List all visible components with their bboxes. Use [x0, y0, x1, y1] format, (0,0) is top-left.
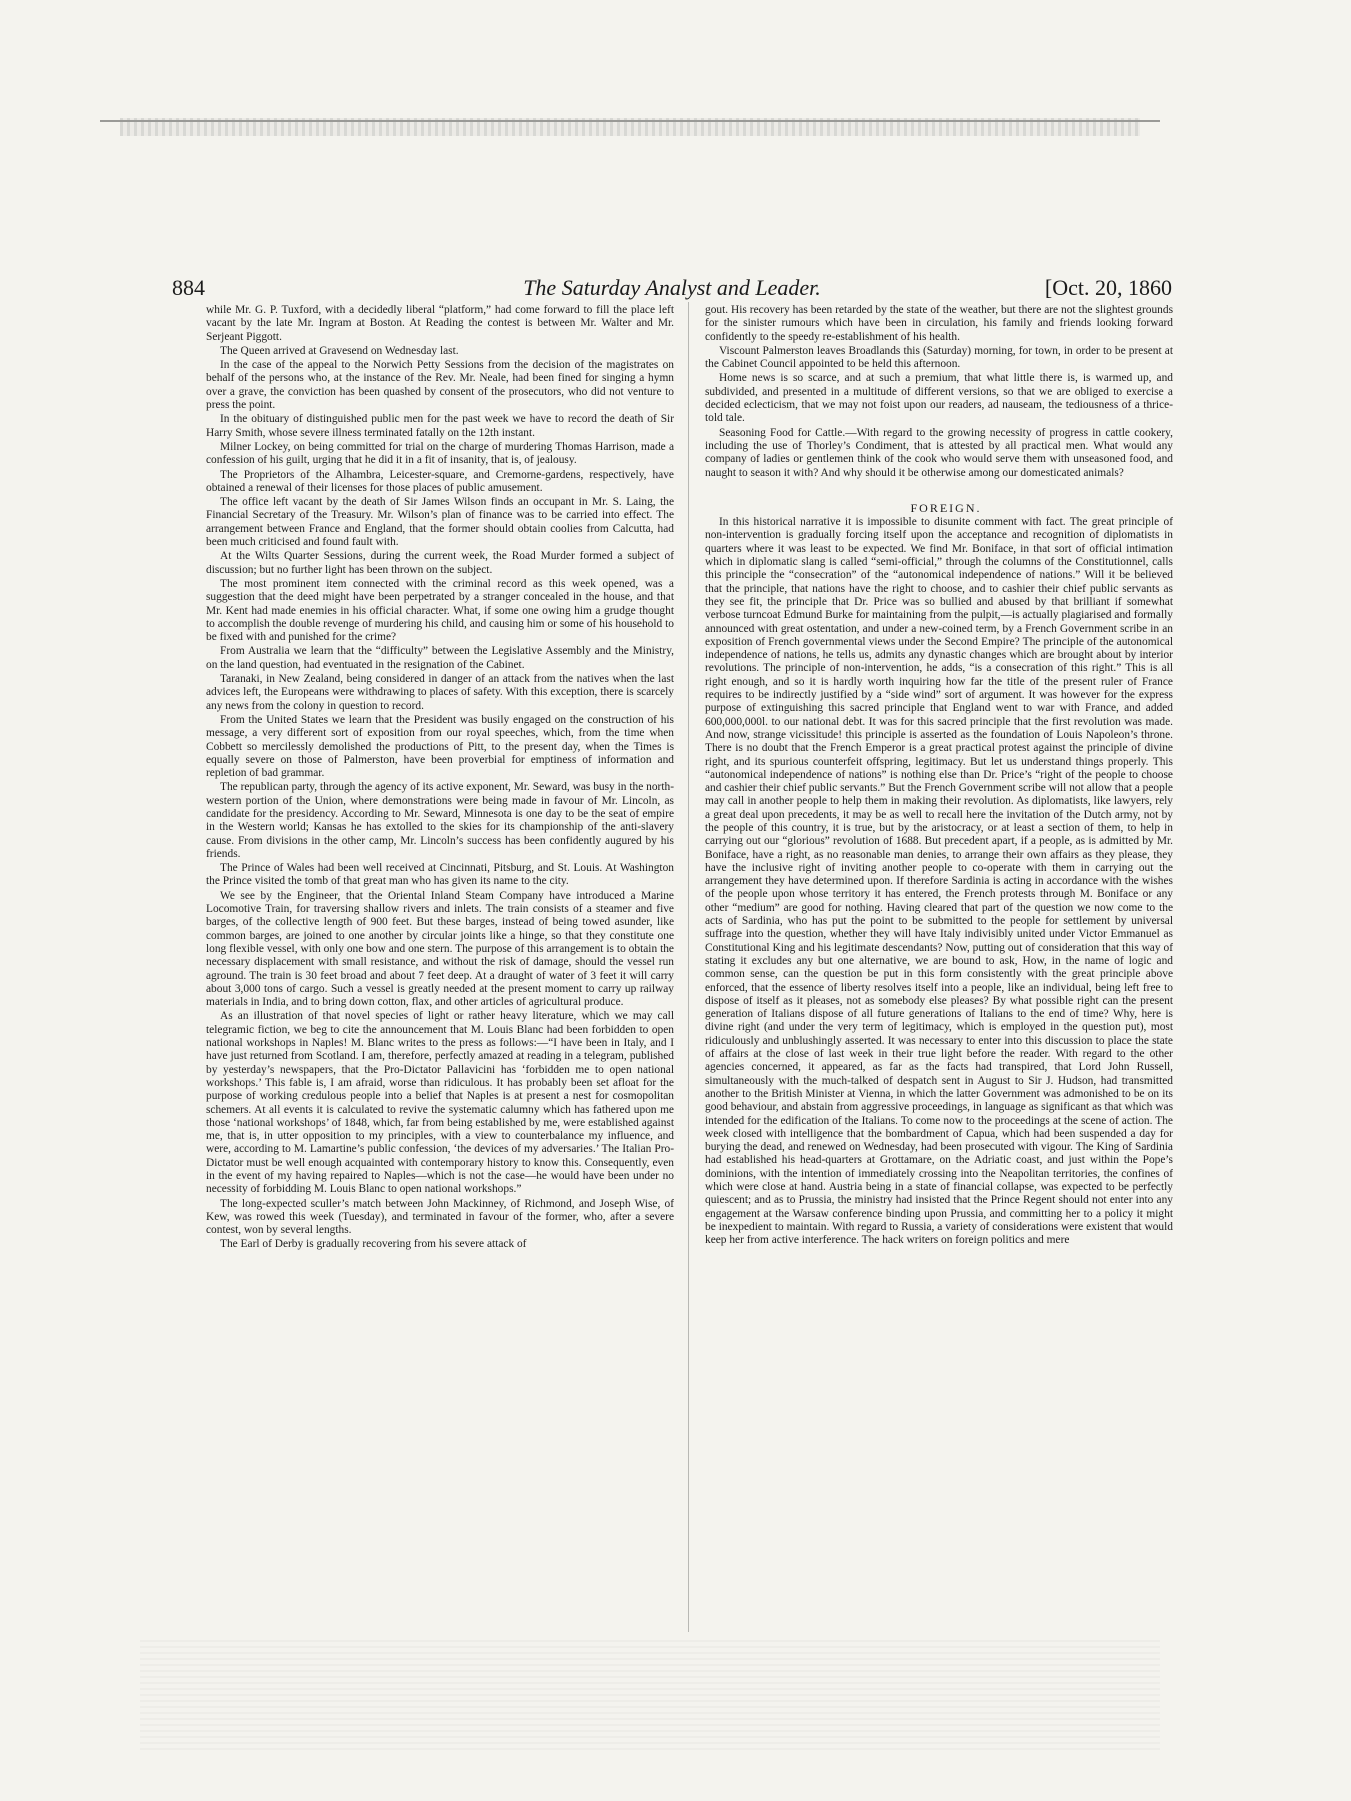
- article-paragraph: The long-expected sculler’s match between John Mackinney, of Richmond, and Joseph Wise, of Kew, was rowed this week (Tuesday), and terminated in favour of the former, who, after a severe contest, won by several lengths.: [206, 1197, 674, 1237]
- article-paragraph: Viscount Palmerston leaves Broadlands this (Saturday) morning, for town, in order to be present at the Cabinet Council appointed to be held this afternoon.: [705, 344, 1173, 371]
- article-paragraph: The Proprietors of the Alhambra, Leicester-square, and Cremorne-gardens, respectively, have obtained a renewal of their licenses for those places of public amusement.: [206, 468, 674, 494]
- article-paragraph: The most prominent item connected with the criminal record as this week opened, was a suggestion that the deed might have been perpetrated by a stranger concealed in the house, and that Mr. Kent had made enemies in his official character. What, if some one owing him a grudge thought to accomplish the double revenge of murdering his child, and causing him or some of his household to be fixed with and punished for the crime?: [206, 577, 674, 644]
- article-paragraph: From Australia we learn that the “difficulty” between the Legislative Assembly and the Ministry, on the land question, had eventuated in the resignation of the Cabinet.: [206, 645, 674, 671]
- article-paragraph: In the case of the appeal to the Norwich Petty Sessions from the decision of the magistrates on behalf of the persons who, at the instance of the Rev. Mr. Neale, had been fined for singing a hymn over a grave, the conviction has been quashed by consent of the prosecutors, who did not venture to press the point.: [206, 359, 674, 412]
- article-paragraph: At the Wilts Quarter Sessions, during the current week, the Road Murder formed a subject of discussion; but no further light has been thrown on the subject.: [206, 550, 674, 576]
- article-paragraph: The republican party, through the agency of its active exponent, Mr. Seward, was busy in the north-western portion of the Union, where demonstrations were being made in favour of Mr. Lincoln, as candidate for the presidency. According to Mr. Seward, Minnesota is one day to be the seat of empire in the Western world; Kansas he has extolled to the skies for its championship of the anti-slavery cause. From divisions in the other camp, Mr. Lincoln’s success has been confidently augured by his friends.: [206, 781, 674, 860]
- right-column: [705, 304, 1173, 1634]
- journal-title: The Saturday Analyst and Leader.: [523, 275, 821, 300]
- article-paragraph: Home news is so scarce, and at such a premium, that what little there is, is warmed up, and subdivided, and presented in a multitude of different versions, so that we are obliged to exercise a decided eclecticism, that we may not foist upon our readers, ad nauseam, the tediousness of a thrice-told tale.: [705, 372, 1173, 425]
- article-paragraph: From the United States we learn that the President was busily engaged on the construction of his message, a very different sort of exposition from our royal speeches, which, from the time when Cobbett so mercilessly demolished the productions of Pitt, to the present day, when the Times is equally severe on those of Palmerston, have been proverbial for emptiness of information and repletion of bad grammar.: [206, 713, 674, 780]
- column-divider: [688, 302, 689, 1632]
- article-paragraph: As an illustration of that novel species of light or rather heavy literature, which we may call telegramic fiction, we beg to cite the announcement that M. Louis Blanc had been forbidden to open national workshops in Naples! M. Blanc writes to the press as follows:—“I have been in Italy, and I have just returned from Scotland. I am, therefore, perfectly amazed at reading in a telegram, published by yesterday’s newspapers, that the Pro-Dictator Pallavicini has ‘forbidden me to open national workshops.’ This fable is, I am afraid, worse than ridiculous. It has probably been set afloat for the purpose of working credulous people into a belief that Naples is at present a nest for cosmopolitan schemers. At all events it is calculated to revive the systematic calumny which has fathered upon me those ‘national workshops’ of 1848, which, far from being established by me, were established against me, that is, in utter opposition to my principles, with a view to counterbalance my influence, and were, according to M. Lamartine’s public confession, ‘the devices of my adversaries.’ The Italian Pro-Dictator must be well enough acquainted with contemporary history to know this. Consequently, even in the event of my having repaired to Naples—which is not the case—he would have been under no necessity of forbidding M. Louis Blanc to open national workshops.”: [206, 1010, 674, 1196]
- article-paragraph: The Earl of Derby is gradually recovering from his severe attack of: [220, 1238, 527, 1251]
- article-paragraph: The office left vacant by the death of Sir James Wilson finds an occupant in Mr. S. Laing, the Financial Secretary of the Treasury. Mr. Wilson’s plan of finance was to be carried into effect. The arrangement between France and England, that the former should obtain coolies from Calcutta, had been much criticised and found fault with.: [206, 496, 674, 549]
- article-paragraph: Taranaki, in New Zealand, being considered in danger of an attack from the natives when the last advices left, the Europeans were withdrawing to places of safety. With this exception, there is scarcely any news from the colony in question to record.: [206, 673, 674, 712]
- article-paragraph: In the obituary of distinguished public men for the past week we have to record the death of Sir Harry Smith, whose severe illness terminated fatally on the 12th instant.: [206, 413, 674, 439]
- left-column: [206, 304, 674, 1634]
- scan-artifact: [140, 1640, 1160, 1750]
- issue-date: [Oct. 20, 1860: [1044, 275, 1172, 300]
- section-heading: FOREIGN.: [910, 500, 982, 515]
- article-paragraph: The Queen arrived at Gravesend on Wednesday last.: [220, 344, 459, 357]
- article-paragraph: The Prince of Wales had been well received at Cincinnati, Pitsburg, and St. Louis. At Washington the Prince visited the tomb of that great man who has given its name to the city.: [206, 862, 674, 888]
- article-paragraph: We see by the Engineer, that the Oriental Inland Steam Company have introduced a Marine Locomotive Train, for traversing shallow rivers and inlets. The train consists of a steamer and five barges, of the collective length of 900 feet. But these barges, instead of being towed asunder, like common barges, are joined to one another by circular joints like a hinge, so that they constitute one long flexible vessel, with only one bow and one stern. The purpose of this arrangement is to obtain the necessary displacement with small resistance, and without the risk of damage, should the vessel run aground. The train is 30 feet broad and about 7 feet deep. At a draught of water of 3 feet it will carry about 3,000 tons of cargo. Such a vessel is greatly needed at the present moment to carry up railway materials in India, and to bring down cotton, flax, and other articles of agricultural produce.: [206, 889, 674, 1009]
- article-paragraph: gout. His recovery has been retarded by the state of the weather, but there are not the slightest grounds for the sinister rumours which have been in circulation, his family and friends looking forward confidently to the speedy re-establishment of his health.: [705, 304, 1173, 343]
- article-paragraph: while Mr. G. P. Tuxford, with a decidedly liberal “platform,” had come forward to fill the place left vacant by the late Mr. Ingram at Boston. At Reading the contest is between Mr. Walter and Mr. Serjeant Piggott.: [206, 304, 674, 343]
- page-edge-rule: [100, 120, 1160, 122]
- article-paragraph: Milner Lockey, on being committed for trial on the charge of murdering Thomas Harrison, made a confession of his guilt, urging that he did it in a fit of insanity, that is, of jealousy.: [206, 440, 674, 467]
- article-paragraph: Seasoning Food for Cattle.—With regard to the growing necessity of progress in cattle cookery, including the use of Thorley’s Condiment, that is attested by all practical men. What would any company of ladies or gentlemen think of the cook who would serve them with unseasoned food, and naught to season it with? And why should it be otherwise among our domesticated animals?: [705, 426, 1173, 479]
- page-number: 884: [172, 275, 205, 300]
- article-paragraph: In this historical narrative it is impossible to disunite comment with fact. The great principle of non-intervention is gradually forcing itself upon the acceptance and recognition of diplomatists in quarters where it was least to be expected. We find Mr. Boniface, in that sort of official intimation which in diplomatic slang is called “semi-official,” through the columns of the Constitutionnel, calls this principle the “consecration” of the “autonomical independence of nations.” Will it be believed that the principle, that nations have the right to choose, and to cashier their chief public servants as they see fit, the principle that Dr. Price was so bullied and abused by that brilliant if somewhat verbose turncoat Edmund Burke for maintaining from the pulpit,—is actually plagiarised and formally announced with great ostentation, and under a new-coined term, by a French Government scribe in an exposition of French governmental views under the Second Empire? The principle of the autonomical independence of nations, he tells us, admits any dynastic changes which are brought about by interior revolutions. The principle of non-intervention, he adds, “is a consecration of this right.” This is all right enough, and so it is hardly worth inquiring how far the title of the present ruler of France requires to be indirectly justified by a “side wind” sort of argument. It was however for the express purpose of extinguishing this sacred principle that England went to war with France, and added 600,000,000l. to our national debt. It was for this sacred principle that the first revolution was made. And now, strange vicissitude! this principle is asserted as the foundation of Louis Napoleon’s throne. There is no doubt that the French Emperor is a great practical protest against the principle of divine right, and its spurious counterfeit offspring, legitimacy. But let us understand things properly. This “autonomical independence of nations” is nothing else than Dr. Price’s “right of the people to choose and cashier their chief public servants.” But the French Government scribe will not allow that a people may call in another people to help them in making their revolution. As diplomatists, like lawyers, rely a great deal upon precedents, it may be as well to recall here the invitation of the Dutch army, not by the people of this country, it is true, but by the aristocracy, or at least a section of them, to help in carrying out our “glorious” revolution of 1688. But precedent apart, if a people, as is admitted by Mr. Boniface, have a right, as no reasonable man denies, to arrange their own affairs as they please, they have the inclusive right of inviting another people to co-operate with them in carrying out the arrangement they have determined upon. If therefore Sardinia is acting in accordance with the wishes of the people upon whose territory it has entered, the French protests through M. Boniface or any other “medium” are good for nothing. Having cleared that part of the question we now come to the acts of Sardinia, who has put the point to be submitted to the people for settlement by universal suffrage into the question, whether they will have Italy indivisibly united under Victor Emmanuel as Constitutional King and his legitimate descendants? Now, putting out of consideration that this way of stating it excludes any but one alternative, we are bound to ask, How, in the name of logic and common sense, can the question be put in this form consistently with the great principle above enforced, that the essence of liberty resolves itself into a people, like an individual, being left free to dispose of itself as it pleases, not as somebody else pleases? By what possible right can the present generation of Italians dispose of all future generations of Italians to the end of time? Why, here is divine right (and under the very term of legitimacy, which is employed in the question put), most ridiculously and unblushingly asserted. It was necessary to enter into this discussion to place the state of affairs at the close of last week in their true light before the reader. With regard to the other agencies concerned, it appeared, as far as the facts had transpired, that Lord John Russell, simultaneously with the much-talked of despatch sent in August to Sir J. Hudson, had transmitted another to the British Minister at Vienna, in which the latter Government was admonished to be on its good behaviour, and abstain from aggressive proceedings, in language as significant as that which was intended for the edification of the Italians. To come now to the proceedings at the scene of action. The week closed with intelligence that the bombardment of Capua, which had been suspended a day for burying the dead, and renewed on Wednesday, had been prosecuted with vigour. The King of Sardinia had established his head-quarters at Grottamare, on the Adriatic coast, and just within the Pope’s dominions, with the intention of immediately crossing into the Neapolitan territories, the confines of which were close at hand. Austria being in a state of financial collapse, was expected to be perfectly quiescent; and as to Prussia, the ministry had insisted that the Prince Regent should not enter into any engagement at the Warsaw conference binding upon Prussia, and committing her to a policy it might be inexpedient to maintain. With regard to Russia, a variety of considerations were existent that would keep her from active interference. The hack writers on foreign politics and mere: [705, 516, 1173, 1247]
